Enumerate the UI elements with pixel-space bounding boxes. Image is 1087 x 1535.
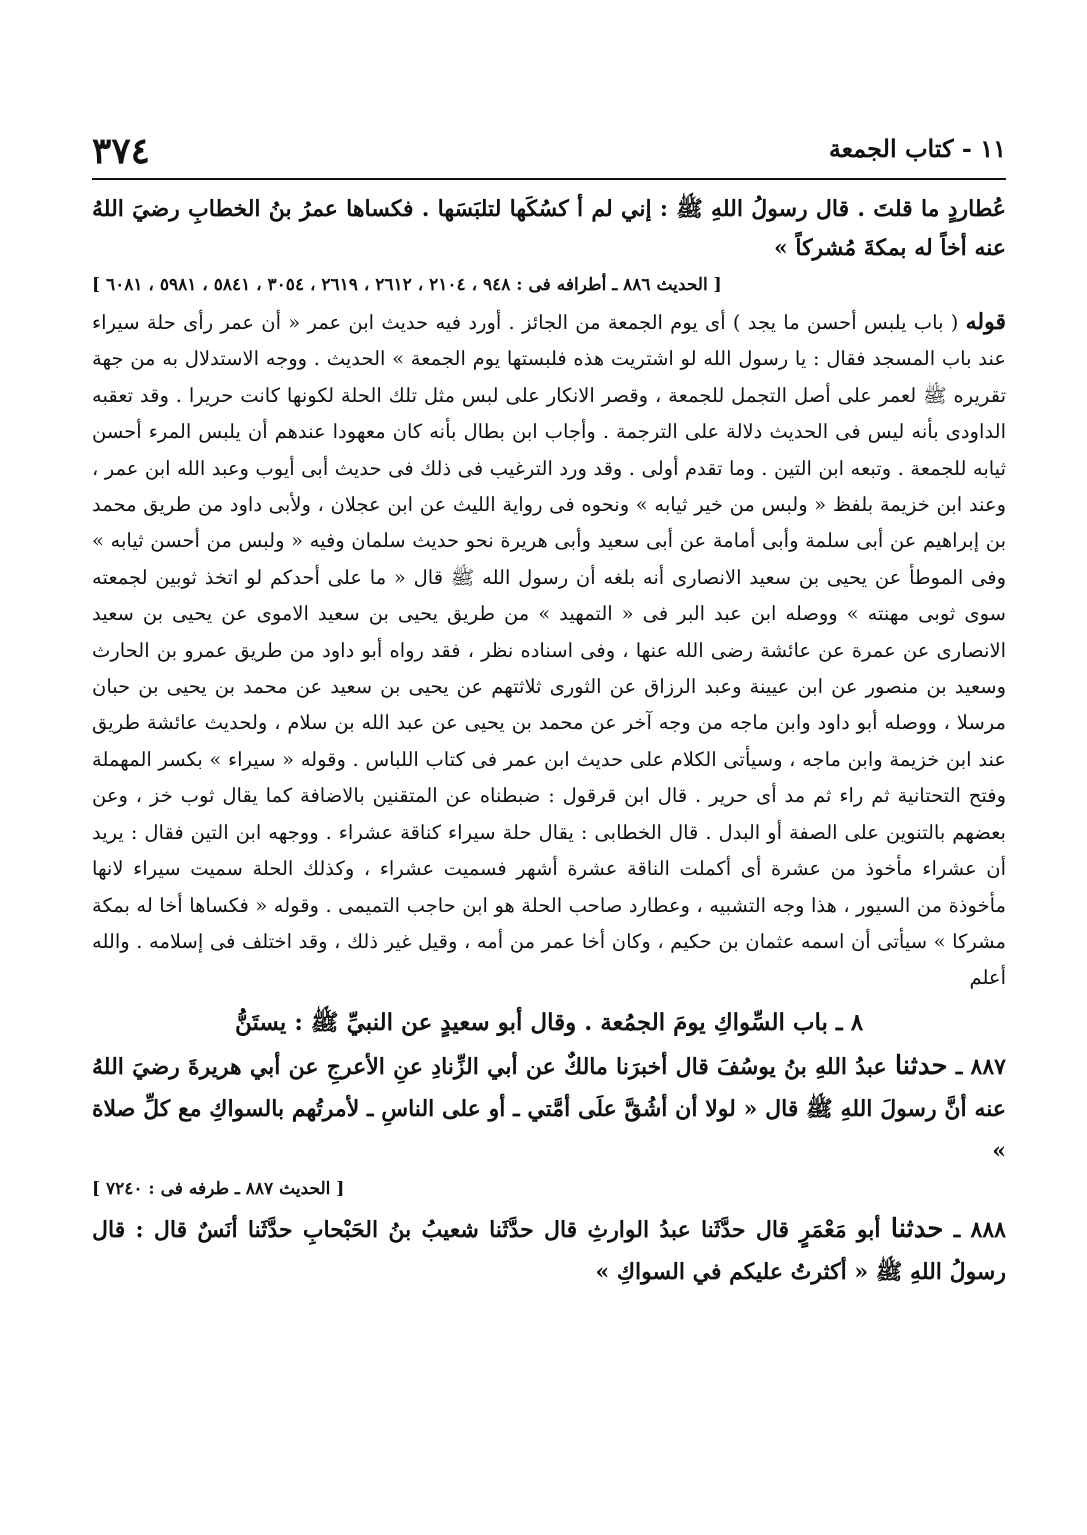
- book-page: [92, 120, 1006, 1293]
- hadith-887-haddathana: حدثنا: [894, 1050, 948, 1081]
- hadith-886-cross-reference: [ الحديث ٨٨٦ ـ أطرافه فى : ٩٤٨ ، ٢١٠٤ ، ٢٦١٢ ، ٢٦١٩ ، ٣٠٥٤ ، ٥٨٤١ ، ٥٩٨١ ، ٦٠٨١ ]: [92, 275, 722, 295]
- hadith-886-ending: عُطاردٍ ما قلتَ . قال رسولُ اللهِ ﷺ : إني لم أ كسُكَها لتلبَسَها . فكساها عمرُ بنُ الخطابِ رضيَ اللهُ عنه أخاً له بمكةَ مُشركاً »: [92, 196, 1006, 261]
- hadith-887-text: عبدُ اللهِ بنُ يوسُفَ قال أخبرَنا مالكٌ عن أبي الزِّنادِ عنِ الأعرجِ عن أبي هريرةَ رضيَ اللهُ عنه أنَّ رسولَ اللهِ ﷺ قال « لولا أن أشُقَّ علَى أمَّتي ـ أو على الناسِ ـ لأمرتُهم بالسواكِ مع كلِّ صلاة »: [92, 1053, 1006, 1164]
- hadith-887-cross-reference: [ الحديث ٨٨٧ ـ طرفه فى : ٧٢٤٠ ]: [92, 1178, 345, 1199]
- hadith-887: [92, 1045, 1006, 1172]
- running-title: ١١ - كتاب الجمعة: [828, 134, 1006, 163]
- hadith-888-haddathana: حدثنا: [890, 1213, 944, 1244]
- commentary-text: ( باب يلبس أحسن ما يجد ) أى يوم الجمعة من الجائز . أورد فيه حديث ابن عمر « أن عمر رأى حلة سيراء عند باب المسجد فقال : يا رسول الله لو اشتريت هذه فلبستها يوم الجمعة » الحديث . ووجه الاستدلال به من جهة تقريره ﷺ لعمر على أصل التجمل للجمعة ، وقصر الانكار على لبس مثل تلك الحلة لكونها كانت حريرا . وقد تعقبه الداودى بأنه ليس فى الحديث دلالة على الترجمة . وأجاب ابن بطال بأنه كان معهودا عندهم أن يلبس المرء أحسن ثيابه للجمعة . وتبعه ابن التين . وما تقدم أولى . وقد ورد الترغيب فى ذلك فى حديث أبى أيوب وعبد الله ابن عمر ، وعند ابن خزيمة بلفظ « ولبس من خير ثيابه » ونحوه فى رواية الليث عن ابن عجلان ، ولأبى داود من طريق محمد بن إبراهيم عن أبى سلمة وأبى أمامة عن أبى سعيد وأبى هريرة نحو حديث سلمان وفيه « ولبس من أحسن ثيابه » وفى الموطأ عن يحيى بن سعيد الانصارى أنه بلغه أن رسول الله ﷺ قال « ما على أحدكم لو اتخذ ثوبين لجمعته سوى ثوبى مهنته » ووصله ابن عبد البر فى « التمهيد » من طريق يحيى بن سعيد الاموى عن يحيى بن سعيد الانصارى عن عمرة عن عائشة رضى الله عنها ، وفى اسناده نظر ، فقد رواه أبو داود من طريق عمرو بن الحارث وسعيد بن منصور عن ابن عيينة وعبد الرزاق عن الثورى ثلاثتهم عن يحيى بن سعيد عن محمد بن يحيى بن حبان مرسلا ، ووصله أبو داود وابن ماجه من وجه آخر عن محمد بن يحيى عن عبد الله بن سلام ، ولحديث عائشة طريق عند ابن خزيمة وابن ماجه ، وسيأتى الكلام على حديث ابن عمر فى كتاب اللباس . وقوله « سيراء » بكسر المهملة وفتح التحتانية ثم راء ثم مد أى حرير . قال ابن قرقول : ضبطناه عن المتقنين بالاضافة كما يقال ثوب خز ، وعن بعضهم بالتنوين على الصفة أو البدل . قال الخطابى : يقال حلة سيراء كناقة عشراء . ووجهه ابن التين فقال : يريد أن عشراء مأخوذ من عشرة أى أكملت الناقة عشرة أشهر فسميت عشراء ، وكذلك الحلة سميت سيراء لانها مأخوذة من السيور ، هذا وجه التشبيه ، وعطارد صاحب الحلة هو ابن حاجب التميمى . وقوله « فكساها أخا له بمكة مشركا » سيأتى أن اسمه عثمان بن حكيم ، وكان أخا عمر من أمه ، وقيل غير ذلك ، وقد اختلف فى إسلامه . والله أعلم: [92, 311, 1006, 990]
- chapter-8-heading: ٨ ـ باب السِّواكِ يومَ الجمُعة . وقال أبو سعيدٍ عن النبيِّ ﷺ : يستَنُّ: [234, 1008, 864, 1036]
- hadith-888-number: ٨٨٨ ـ: [953, 1216, 1006, 1243]
- commentary-paragraph: [92, 304, 1006, 997]
- page-header: [92, 120, 1006, 180]
- page-number: ٣٧٤: [92, 130, 151, 172]
- hadith-887-number: ٨٨٧ ـ: [955, 1053, 1006, 1080]
- commentary-lead-word: قوله: [965, 309, 1006, 335]
- hadith-888-text: أبو مَعْمَرٍ قال حدَّثَنا عبدُ الوارثِ قال حدَّثَنا شعيبُ بنُ الحَبْحابِ حدَّثَنا أنَسٌ قال : قال رسولُ اللهِ ﷺ « أكثرتُ عليكم في السواكِ »: [92, 1216, 1006, 1285]
- hadith-888: [92, 1208, 1006, 1293]
